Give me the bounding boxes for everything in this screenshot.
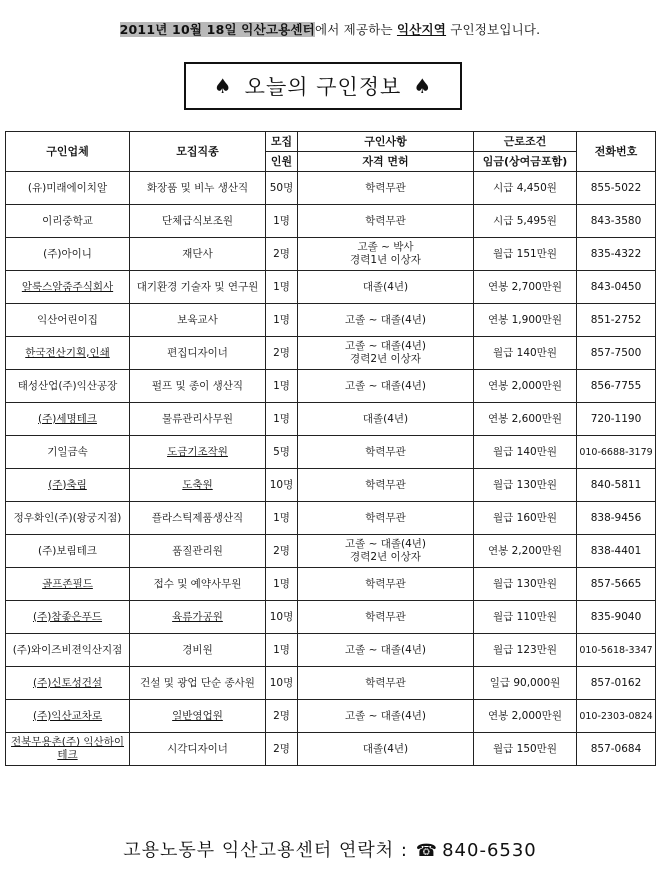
- phone-cell: 838-9456: [577, 502, 656, 535]
- phone-cell: 857-0162: [577, 667, 656, 700]
- job-cell: 도금기조작원: [130, 436, 266, 469]
- count-cell: 2명: [266, 733, 298, 766]
- table-row: [6, 172, 656, 205]
- count-cell: 5명: [266, 436, 298, 469]
- qualification-cell: [298, 238, 474, 271]
- qualification-line: 대졸(4년): [362, 280, 409, 293]
- table-row: [6, 337, 656, 370]
- header-requirements: 구인사항: [298, 132, 474, 152]
- qualification-cell: [298, 502, 474, 535]
- header-phone: 전화번호: [577, 132, 656, 172]
- wage-cell: 월급 151만원: [474, 238, 577, 271]
- wage-cell: 월급 150만원: [474, 733, 577, 766]
- wage-cell: 시급 4,450원: [474, 172, 577, 205]
- qualification-cell: [298, 733, 474, 766]
- wage-cell: 월급 160만원: [474, 502, 577, 535]
- qualification-line: 고졸 ~ 대졸(4년): [344, 340, 427, 352]
- count-cell: 1명: [266, 403, 298, 436]
- table-row: [6, 370, 656, 403]
- job-cell: 접수 및 예약사무원: [130, 568, 266, 601]
- telephone-icon: ☎: [415, 841, 439, 861]
- phone-cell: 010-5618-3347: [577, 634, 656, 667]
- table-row: [6, 271, 656, 304]
- company-cell: 기일금속: [6, 436, 130, 469]
- wage-cell: 월급 140만원: [474, 436, 577, 469]
- count-cell: 1명: [266, 502, 298, 535]
- page-title: 오늘의 구인정보: [244, 75, 402, 99]
- company-cell: 익산어린이집: [6, 304, 130, 337]
- qualification-line: 고졸 ~ 대졸(4년): [344, 709, 427, 722]
- qualification-line: 고졸 ~ 대졸(4년): [344, 538, 427, 550]
- qualification-cell: [298, 370, 474, 403]
- qualification-line: 학력무관: [365, 181, 406, 194]
- wage-cell: 연봉 2,600만원: [474, 403, 577, 436]
- phone-cell: 857-7500: [577, 337, 656, 370]
- job-cell: 경비원: [130, 634, 266, 667]
- qualification-line: 경력2년 이상자: [350, 353, 421, 365]
- job-cell: 품질관리원: [130, 535, 266, 568]
- count-cell: 1명: [266, 568, 298, 601]
- qualification-line: 학력무관: [365, 445, 406, 458]
- wage-cell: 일급 90,000원: [474, 667, 577, 700]
- phone-cell: 840-5811: [577, 469, 656, 502]
- page-title-box: [184, 62, 462, 110]
- job-cell: 보육교사: [130, 304, 266, 337]
- company-cell: (주)세명테크: [6, 403, 130, 436]
- qualification-line: 고졸 ~ 대졸(4년): [344, 313, 427, 326]
- spade-icon: ♠: [413, 74, 433, 98]
- footer-phone: 840-6530: [442, 840, 537, 861]
- qualification-cell: [298, 568, 474, 601]
- phone-cell: 843-3580: [577, 205, 656, 238]
- company-cell: (주)축림: [6, 469, 130, 502]
- company-cell: 한국전산기획,인쇄: [6, 337, 130, 370]
- job-cell: 일반영업원: [130, 700, 266, 733]
- table-row: [6, 568, 656, 601]
- job-listing-table: [5, 131, 656, 766]
- qualification-line: 학력무관: [365, 610, 406, 623]
- company-cell: (주)참좋은푸드: [6, 601, 130, 634]
- table-row: [6, 700, 656, 733]
- company-cell: (주)아이니: [6, 238, 130, 271]
- qualification-cell: [298, 634, 474, 667]
- qualification-cell: [298, 271, 474, 304]
- qualification-line: 대졸(4년): [362, 412, 409, 425]
- phone-cell: 838-4401: [577, 535, 656, 568]
- header-recruit-top: 모집: [266, 132, 298, 152]
- count-cell: 1명: [266, 205, 298, 238]
- count-cell: 10명: [266, 469, 298, 502]
- qualification-cell: [298, 535, 474, 568]
- wage-cell: 연봉 1,900만원: [474, 304, 577, 337]
- wage-cell: 월급 130만원: [474, 469, 577, 502]
- job-cell: 플라스틱제품생산직: [130, 502, 266, 535]
- company-cell: (주)신토성건설: [6, 667, 130, 700]
- qualification-cell: [298, 436, 474, 469]
- company-cell: (주)보림테크: [6, 535, 130, 568]
- company-cell: (주)와이즈비젼익산지점: [6, 634, 130, 667]
- table-row: [6, 469, 656, 502]
- wage-cell: 연봉 2,700만원: [474, 271, 577, 304]
- wage-cell: 연봉 2,200만원: [474, 535, 577, 568]
- header-date-center: 2011년 10월 18일 익산고용센터: [119, 22, 315, 37]
- phone-cell: 010-2303-0824: [577, 700, 656, 733]
- count-cell: 2명: [266, 535, 298, 568]
- wage-cell: 월급 140만원: [474, 337, 577, 370]
- wage-cell: 시급 5,495원: [474, 205, 577, 238]
- count-cell: 1명: [266, 271, 298, 304]
- table-row: [6, 436, 656, 469]
- job-cell: 건설 및 광업 단순 종사원: [130, 667, 266, 700]
- company-cell: (유)미래에이치알: [6, 172, 130, 205]
- header-conditions: 근로조건: [474, 132, 577, 152]
- qualification-line: 고졸 ~ 박사: [357, 241, 414, 253]
- table-row: [6, 304, 656, 337]
- wage-cell: 월급 123만원: [474, 634, 577, 667]
- qualification-cell: [298, 337, 474, 370]
- phone-cell: 835-4322: [577, 238, 656, 271]
- company-cell: 골프존필드: [6, 568, 130, 601]
- qualification-cell: [298, 172, 474, 205]
- count-cell: 10명: [266, 601, 298, 634]
- table-row: [6, 634, 656, 667]
- company-cell: 정우화인(주)(왕궁지점): [6, 502, 130, 535]
- qualification-line: 고졸 ~ 대졸(4년): [344, 643, 427, 656]
- phone-cell: 856-7755: [577, 370, 656, 403]
- qualification-line: 대졸(4년): [362, 742, 409, 755]
- count-cell: 50명: [266, 172, 298, 205]
- table-row: [6, 535, 656, 568]
- table-row: [6, 502, 656, 535]
- footer-contact: [0, 836, 660, 862]
- phone-cell: 851-2752: [577, 304, 656, 337]
- header-wage: 임금(상여금포함): [474, 152, 577, 172]
- table-row: [6, 733, 656, 766]
- header-company: 구인업체: [6, 132, 130, 172]
- count-cell: 2명: [266, 337, 298, 370]
- header-region: 익산지역: [396, 22, 447, 37]
- phone-cell: 843-0450: [577, 271, 656, 304]
- header-recruit-bottom: 인원: [266, 152, 298, 172]
- qualification-cell: [298, 469, 474, 502]
- company-cell: (주)익산교차로: [6, 700, 130, 733]
- count-cell: 2명: [266, 700, 298, 733]
- qualification-cell: [298, 667, 474, 700]
- qualification-line: 학력무관: [365, 577, 406, 590]
- qualification-line: 학력무관: [365, 478, 406, 491]
- count-cell: 1명: [266, 634, 298, 667]
- phone-cell: 720-1190: [577, 403, 656, 436]
- wage-cell: 월급 110만원: [474, 601, 577, 634]
- qualification-line: 경력2년 이상자: [350, 551, 421, 563]
- spade-icon: ♠: [213, 74, 233, 98]
- header-notice: [0, 20, 660, 38]
- qualification-cell: [298, 403, 474, 436]
- table-row: [6, 601, 656, 634]
- qualification-line: 경력1년 이상자: [350, 254, 421, 266]
- job-cell: 육류가공원: [130, 601, 266, 634]
- qualification-line: 학력무관: [365, 511, 406, 524]
- job-cell: 재단사: [130, 238, 266, 271]
- wage-cell: 연봉 2,000만원: [474, 370, 577, 403]
- qualification-line: 학력무관: [365, 214, 406, 227]
- company-cell: 태성산업(주)익산공장: [6, 370, 130, 403]
- company-cell: 전북무용촌(주) 익산하이테크: [6, 733, 130, 766]
- job-cell: 화장품 및 비누 생산직: [130, 172, 266, 205]
- phone-cell: 857-0684: [577, 733, 656, 766]
- company-cell: 이리중학교: [6, 205, 130, 238]
- job-cell: 도축원: [130, 469, 266, 502]
- qualification-line: 고졸 ~ 대졸(4년): [344, 379, 427, 392]
- job-cell: 편집디자이너: [130, 337, 266, 370]
- phone-cell: 835-9040: [577, 601, 656, 634]
- qualification-cell: [298, 304, 474, 337]
- phone-cell: 855-5022: [577, 172, 656, 205]
- phone-cell: 857-5665: [577, 568, 656, 601]
- table-row: [6, 403, 656, 436]
- phone-cell: 010-6688-3179: [577, 436, 656, 469]
- footer-text: 고용노동부 익산고용센터 연락처 :: [123, 840, 408, 861]
- qualification-line: 학력무관: [365, 676, 406, 689]
- table-row: [6, 238, 656, 271]
- job-cell: 대기환경 기술자 및 연구원: [130, 271, 266, 304]
- qualification-cell: [298, 205, 474, 238]
- header-end-text: 구인정보입니다.: [446, 22, 541, 37]
- qualification-cell: [298, 601, 474, 634]
- wage-cell: 연봉 2,000만원: [474, 700, 577, 733]
- company-cell: 알룩스알줌주식회사: [6, 271, 130, 304]
- job-cell: 단체급식보조원: [130, 205, 266, 238]
- table-row: [6, 667, 656, 700]
- job-cell: 시각디자이너: [130, 733, 266, 766]
- table-row: [6, 205, 656, 238]
- count-cell: 1명: [266, 370, 298, 403]
- count-cell: 10명: [266, 667, 298, 700]
- job-cell: 물류관리사무원: [130, 403, 266, 436]
- header-qualification: 자격 면허: [298, 152, 474, 172]
- wage-cell: 월급 130만원: [474, 568, 577, 601]
- count-cell: 1명: [266, 304, 298, 337]
- qualification-cell: [298, 700, 474, 733]
- header-job: 모집직종: [130, 132, 266, 172]
- header-middle-text: 에서 제공하는: [314, 22, 397, 37]
- job-cell: 펄프 및 종이 생산직: [130, 370, 266, 403]
- count-cell: 2명: [266, 238, 298, 271]
